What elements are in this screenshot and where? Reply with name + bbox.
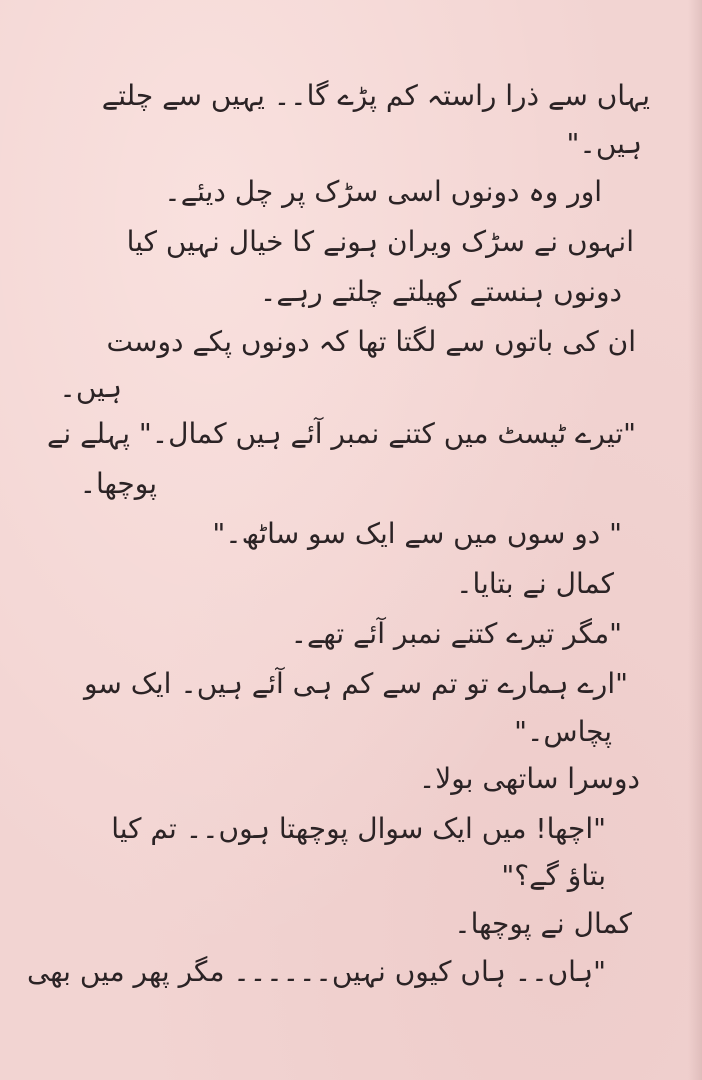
text-line-11: کمال نے بتایا۔ <box>456 567 614 600</box>
page-edge-shadow <box>688 0 702 1080</box>
text-line-3: اور وہ دونوں اسی سڑک پر چل دیئے۔ <box>164 175 602 208</box>
text-line-4: انہوں نے سڑک ویران ہونے کا خیال نہیں کیا <box>126 225 634 258</box>
text-line-9: پوچھا۔ <box>79 467 157 500</box>
text-line-16: "اچھا! میں ایک سوال پوچھتا ہوں۔۔ تم کیا <box>111 812 606 845</box>
text-line-6: ان کی باتوں سے لگتا تھا کہ دونوں پکے دوست <box>106 325 636 358</box>
text-line-13: "ارے ہمارے تو تم سے کم ہی آئے ہیں۔ ایک سو <box>83 667 628 700</box>
text-line-12: "مگر تیرے کتنے نمبر آئے تھے۔ <box>290 617 622 650</box>
text-line-1: یہاں سے ذرا راستہ کم پڑے گا۔۔ یہیں سے چلتے <box>101 79 650 112</box>
text-line-10: " دو سوں میں سے ایک سو ساٹھ۔" <box>212 517 622 550</box>
text-line-8: "تیرے ٹیسٹ میں کتنے نمبر آئے ہیں کمال۔" پہلے نے <box>47 417 636 450</box>
text-line-2: ہیں۔" <box>566 127 642 160</box>
text-line-18: کمال نے پوچھا۔ <box>454 907 632 940</box>
text-line-17: بتاؤ گے؟" <box>501 859 606 892</box>
text-line-15: دوسرا ساتھی بولا۔ <box>418 762 640 795</box>
text-line-19: "ہاں۔۔ ہاں کیوں نہیں۔۔۔۔۔۔ مگر پھر میں بھی <box>26 955 606 988</box>
text-line-14: پچاس۔" <box>514 715 612 748</box>
text-line-7: ہیں۔ <box>59 371 122 404</box>
text-line-5: دونوں ہنستے کھیلتے چلتے رہے۔ <box>259 275 622 308</box>
